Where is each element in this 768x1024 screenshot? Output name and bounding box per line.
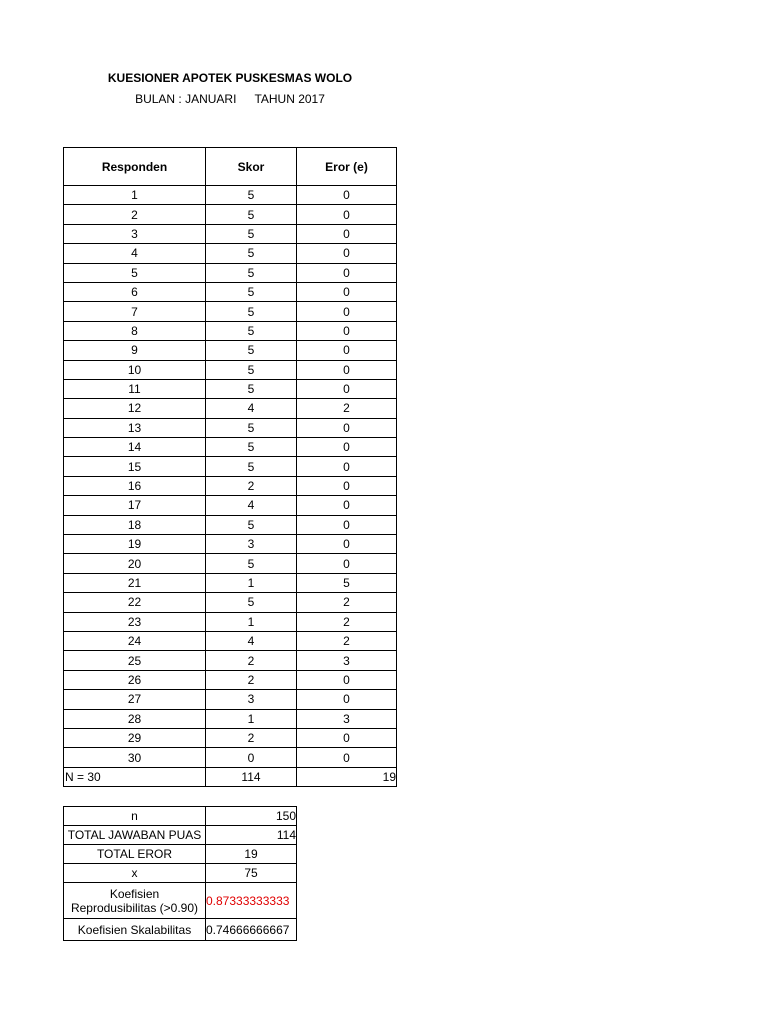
eror-cell: 0 <box>297 302 397 321</box>
skor-cell: 5 <box>206 205 297 224</box>
skor-cell: 5 <box>206 379 297 398</box>
eror-cell: 5 <box>297 573 397 592</box>
eror-cell: 0 <box>297 263 397 282</box>
skor-cell: 4 <box>206 496 297 515</box>
table-row <box>64 360 397 379</box>
responden-cell: 1 <box>64 186 206 205</box>
summary-row-reproducibility <box>64 883 297 919</box>
header-eror: Eror (e) <box>297 148 397 186</box>
skor-cell: 2 <box>206 476 297 495</box>
n-value: 150 <box>206 807 297 826</box>
n-label: n <box>64 807 206 826</box>
document-title: KUESIONER APOTEK PUSKESMAS WOLO <box>107 71 353 85</box>
responden-cell: 26 <box>64 670 206 689</box>
responden-cell: 4 <box>64 244 206 263</box>
table-row <box>64 205 397 224</box>
responden-cell: 9 <box>64 341 206 360</box>
table-row <box>64 186 397 205</box>
table-row <box>64 244 397 263</box>
responden-cell: 13 <box>64 418 206 437</box>
responden-cell: 29 <box>64 728 206 747</box>
responden-cell: 10 <box>64 360 206 379</box>
document-subtitle <box>0 92 460 106</box>
table-row <box>64 379 397 398</box>
table-row <box>64 554 397 573</box>
skor-cell: 0 <box>206 748 297 767</box>
table-row <box>64 341 397 360</box>
table-row <box>64 457 397 476</box>
responden-cell: 25 <box>64 651 206 670</box>
skor-cell: 5 <box>206 302 297 321</box>
skor-cell: 5 <box>206 244 297 263</box>
table-row <box>64 515 397 534</box>
table-total-row <box>64 767 397 786</box>
eror-cell: 2 <box>297 399 397 418</box>
responden-cell: 6 <box>64 282 206 301</box>
table-row <box>64 438 397 457</box>
eror-cell: 0 <box>297 321 397 340</box>
table-row <box>64 651 397 670</box>
eror-cell: 0 <box>297 224 397 243</box>
skor-cell: 2 <box>206 651 297 670</box>
total-eror-label: TOTAL EROR <box>64 845 206 864</box>
eror-cell: 0 <box>297 690 397 709</box>
reproducibility-label <box>64 883 206 919</box>
table-row <box>64 709 397 728</box>
skor-cell: 3 <box>206 535 297 554</box>
skor-cell: 2 <box>206 728 297 747</box>
table-row <box>64 302 397 321</box>
table-row <box>64 399 397 418</box>
eror-cell: 0 <box>297 186 397 205</box>
responden-cell: 17 <box>64 496 206 515</box>
scalability-label: Koefisien Skalabilitas <box>64 919 206 941</box>
responden-cell: 7 <box>64 302 206 321</box>
eror-cell: 0 <box>297 418 397 437</box>
reproducibility-label-line1: Koefisien <box>109 886 160 901</box>
year-label: TAHUN 2017 <box>254 92 325 106</box>
summary-row-x <box>64 864 297 883</box>
skor-cell: 5 <box>206 418 297 437</box>
eror-cell: 2 <box>297 612 397 631</box>
page-clip <box>0 943 768 1024</box>
eror-cell: 0 <box>297 244 397 263</box>
header-skor: Skor <box>206 148 297 186</box>
responden-cell: 23 <box>64 612 206 631</box>
table-row <box>64 631 397 650</box>
header-responden: Responden <box>64 148 206 186</box>
skor-cell: 5 <box>206 321 297 340</box>
eror-cell: 0 <box>297 515 397 534</box>
responden-cell: 30 <box>64 748 206 767</box>
responden-cell: 27 <box>64 690 206 709</box>
responden-cell: 21 <box>64 573 206 592</box>
responden-cell: 24 <box>64 631 206 650</box>
eror-cell: 0 <box>297 205 397 224</box>
eror-cell: 0 <box>297 438 397 457</box>
table-row <box>64 224 397 243</box>
table-row <box>64 593 397 612</box>
reproducibility-label-line2: Reprodusibilitas (>0.90) <box>70 900 199 915</box>
total-puas-value: 114 <box>206 826 297 845</box>
x-label: x <box>64 864 206 883</box>
table-row <box>64 418 397 437</box>
eror-cell: 3 <box>297 709 397 728</box>
responden-cell: 19 <box>64 535 206 554</box>
skor-cell: 3 <box>206 690 297 709</box>
responden-cell: 3 <box>64 224 206 243</box>
responden-cell: 11 <box>64 379 206 398</box>
table-row <box>64 612 397 631</box>
responden-cell: 16 <box>64 476 206 495</box>
skor-cell: 5 <box>206 515 297 534</box>
skor-cell: 5 <box>206 360 297 379</box>
eror-cell: 0 <box>297 748 397 767</box>
skor-cell: 5 <box>206 438 297 457</box>
skor-cell: 2 <box>206 670 297 689</box>
total-puas-label: TOTAL JAWABAN PUAS <box>64 826 206 845</box>
skor-cell: 5 <box>206 554 297 573</box>
table-row <box>64 321 397 340</box>
skor-cell: 5 <box>206 224 297 243</box>
eror-cell: 0 <box>297 670 397 689</box>
table-row <box>64 535 397 554</box>
total-eror: 19 <box>297 767 397 786</box>
table-row <box>64 282 397 301</box>
responden-cell: 18 <box>64 515 206 534</box>
table-header-row <box>64 148 397 186</box>
responden-cell: 28 <box>64 709 206 728</box>
eror-cell: 0 <box>297 476 397 495</box>
table-row <box>64 690 397 709</box>
eror-cell: 0 <box>297 360 397 379</box>
responden-cell: 20 <box>64 554 206 573</box>
table-row <box>64 728 397 747</box>
skor-cell: 4 <box>206 399 297 418</box>
summary-row-total-puas <box>64 826 297 845</box>
responden-cell: 15 <box>64 457 206 476</box>
table-row <box>64 573 397 592</box>
summary-row-total-eror <box>64 845 297 864</box>
summary-row-n <box>64 807 297 826</box>
table-row <box>64 496 397 515</box>
eror-cell: 2 <box>297 631 397 650</box>
table-row <box>64 670 397 689</box>
summary-table <box>63 806 297 941</box>
total-eror-value: 19 <box>206 845 297 864</box>
eror-cell: 2 <box>297 593 397 612</box>
eror-cell: 0 <box>297 282 397 301</box>
responden-cell: 5 <box>64 263 206 282</box>
responden-cell: 2 <box>64 205 206 224</box>
x-value: 75 <box>206 864 297 883</box>
skor-cell: 5 <box>206 263 297 282</box>
skor-cell: 5 <box>206 341 297 360</box>
reproducibility-value: 0.87333333333 <box>206 883 297 919</box>
skor-cell: 1 <box>206 573 297 592</box>
responden-cell: 8 <box>64 321 206 340</box>
skor-cell: 5 <box>206 457 297 476</box>
eror-cell: 0 <box>297 341 397 360</box>
total-skor: 114 <box>206 767 297 786</box>
table-row <box>64 263 397 282</box>
responden-cell: 14 <box>64 438 206 457</box>
summary-row-scalability <box>64 919 297 941</box>
table-row <box>64 476 397 495</box>
eror-cell: 0 <box>297 496 397 515</box>
responden-cell: 22 <box>64 593 206 612</box>
eror-cell: 0 <box>297 554 397 573</box>
responden-cell: 12 <box>64 399 206 418</box>
eror-cell: 0 <box>297 457 397 476</box>
total-n-label: N = 30 <box>64 767 206 786</box>
scalability-value: 0.74666666667 <box>206 919 297 941</box>
skor-cell: 5 <box>206 186 297 205</box>
skor-cell: 4 <box>206 631 297 650</box>
skor-cell: 1 <box>206 612 297 631</box>
skor-cell: 5 <box>206 593 297 612</box>
skor-cell: 5 <box>206 282 297 301</box>
eror-cell: 0 <box>297 728 397 747</box>
table-row <box>64 748 397 767</box>
respondent-table <box>63 147 397 787</box>
month-label: BULAN : JANUARI <box>135 92 237 106</box>
skor-cell: 1 <box>206 709 297 728</box>
eror-cell: 0 <box>297 535 397 554</box>
eror-cell: 3 <box>297 651 397 670</box>
eror-cell: 0 <box>297 379 397 398</box>
